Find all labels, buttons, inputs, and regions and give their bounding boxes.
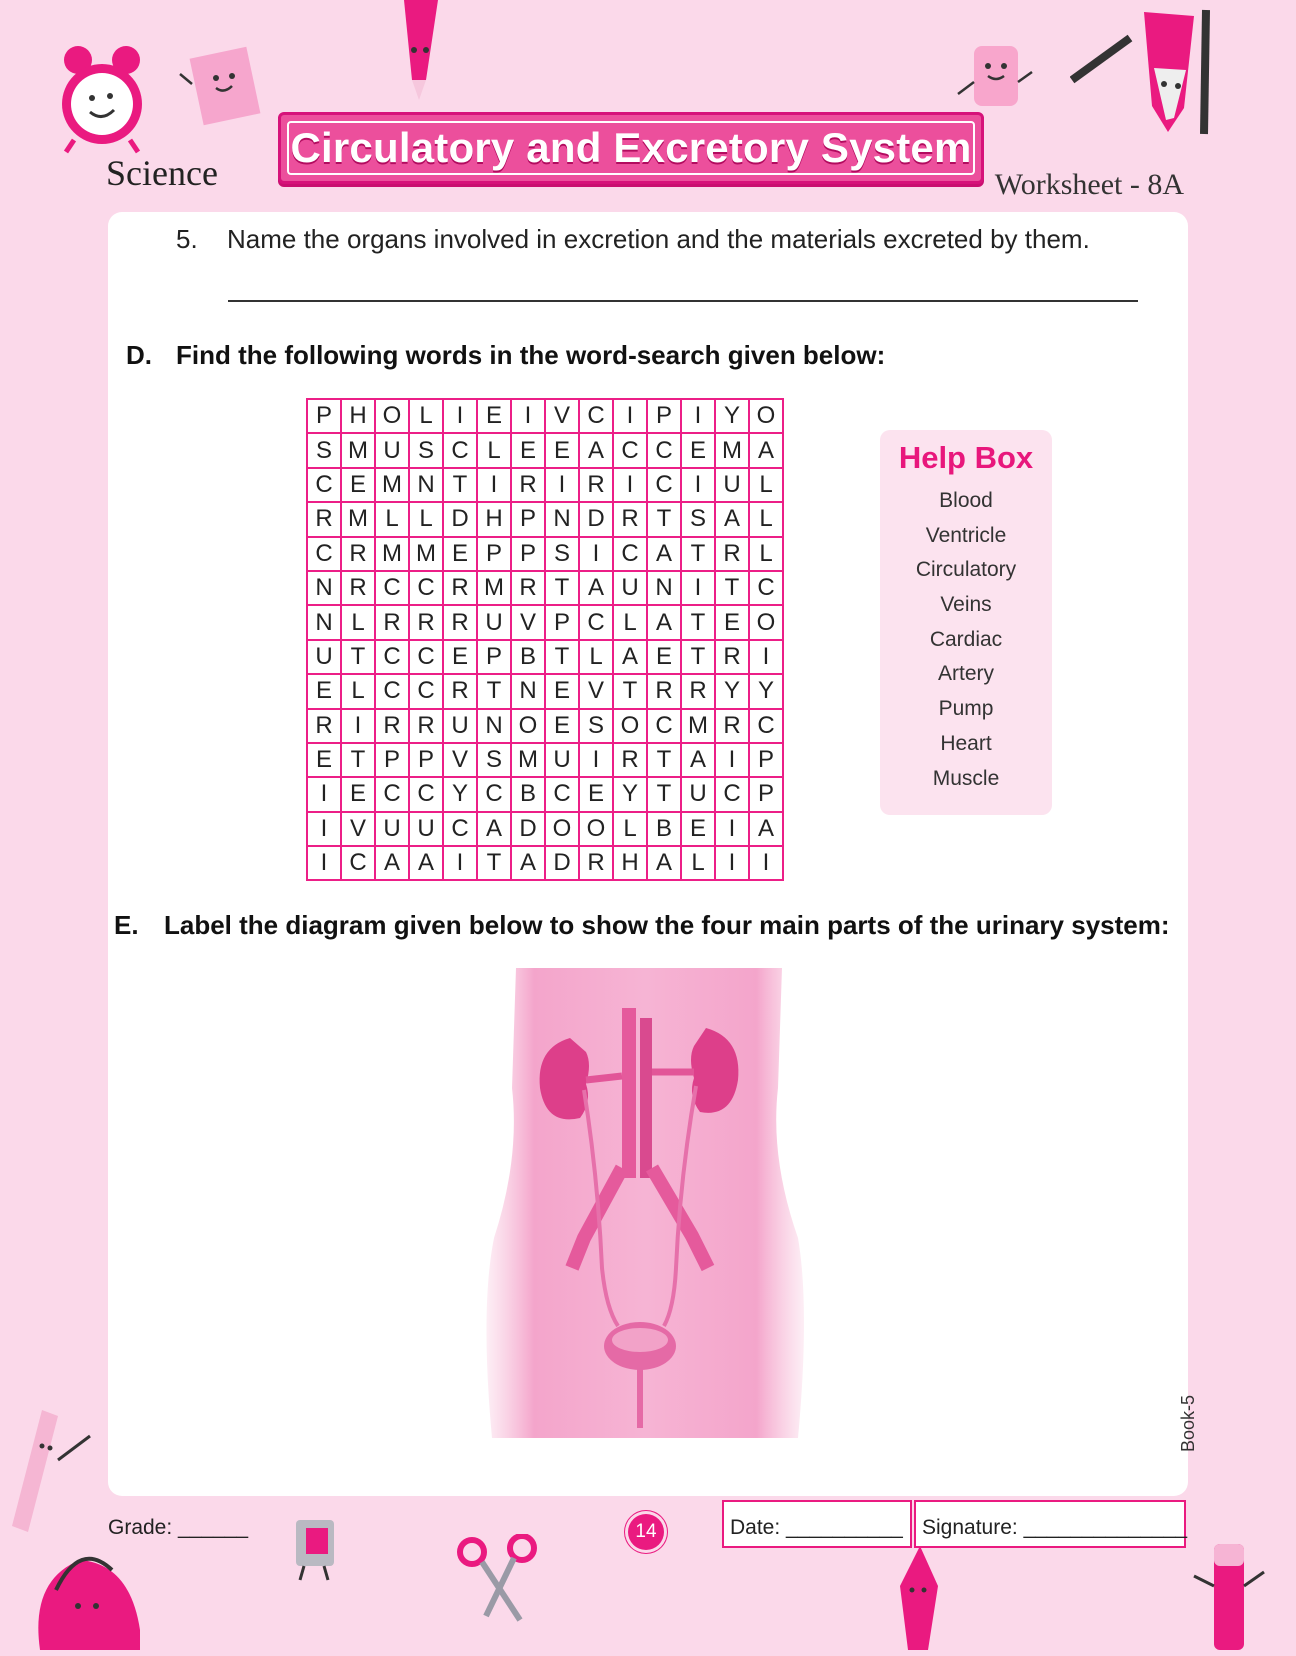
grid-cell[interactable]: B	[511, 777, 545, 811]
section-instruction: Label the diagram given below to show the four main parts of the urinary system:	[164, 910, 1170, 940]
grid-row	[307, 640, 783, 674]
grid-cell[interactable]: R	[613, 743, 647, 777]
grid-cell[interactable]: N	[307, 605, 341, 639]
grid-cell[interactable]: L	[749, 468, 783, 502]
grid-cell[interactable]: L	[375, 502, 409, 536]
grid-cell[interactable]: E	[307, 743, 341, 777]
grid-row	[307, 709, 783, 743]
grid-cell[interactable]: N	[511, 674, 545, 708]
grid-cell[interactable]: S	[409, 433, 443, 467]
grid-cell[interactable]: M	[715, 433, 749, 467]
grid-cell[interactable]: U	[613, 571, 647, 605]
grid-cell[interactable]: L	[749, 537, 783, 571]
signature-field[interactable]	[914, 1500, 1186, 1548]
grid-cell[interactable]: R	[341, 571, 375, 605]
help-word: Muscle	[932, 766, 1000, 790]
sharpener-character-icon	[284, 1514, 346, 1584]
grid-cell[interactable]: A	[647, 537, 681, 571]
grid-cell[interactable]: P	[647, 399, 681, 433]
notepad-character-icon	[178, 44, 268, 128]
subject-label: Science	[106, 153, 218, 193]
eraser-character-icon	[950, 42, 1040, 120]
grid-cell[interactable]: R	[511, 571, 545, 605]
grid-cell[interactable]: C	[545, 777, 579, 811]
grid-cell[interactable]: H	[477, 502, 511, 536]
signature-label: Signature: ______________	[922, 1516, 1188, 1539]
grid-cell[interactable]: C	[443, 433, 477, 467]
grid-cell[interactable]: C	[409, 571, 443, 605]
grid-cell[interactable]: N	[477, 709, 511, 743]
book-label: Book-5	[1178, 1394, 1198, 1452]
grid-cell[interactable]: I	[681, 571, 715, 605]
grid-row	[307, 502, 783, 536]
grid-cell[interactable]: P	[749, 777, 783, 811]
grid-cell[interactable]: I	[681, 468, 715, 502]
grid-cell[interactable]: R	[511, 468, 545, 502]
grid-cell[interactable]: H	[341, 399, 375, 433]
grid-cell[interactable]: I	[613, 399, 647, 433]
grid-cell[interactable]: N	[647, 571, 681, 605]
grid-cell[interactable]: E	[341, 777, 375, 811]
grid-cell[interactable]: D	[511, 812, 545, 846]
grid-cell[interactable]: R	[443, 605, 477, 639]
grid-cell[interactable]: N	[409, 468, 443, 502]
grid-cell[interactable]: C	[647, 709, 681, 743]
grid-row	[307, 537, 783, 571]
word-search-grid[interactable]	[306, 398, 784, 881]
alarm-clock-icon	[54, 44, 150, 154]
grid-cell[interactable]: A	[613, 640, 647, 674]
grid-cell[interactable]: N	[307, 571, 341, 605]
grid-cell[interactable]: I	[749, 640, 783, 674]
grid-cell[interactable]: Y	[749, 674, 783, 708]
grid-cell[interactable]: L	[749, 502, 783, 536]
answer-line[interactable]	[228, 300, 1138, 302]
grid-cell[interactable]: C	[375, 674, 409, 708]
grid-cell[interactable]: R	[715, 537, 749, 571]
help-box-word-list	[880, 484, 1052, 796]
grid-row	[307, 399, 783, 433]
grid-cell[interactable]: P	[545, 605, 579, 639]
section-label: D.	[126, 340, 152, 370]
grid-cell[interactable]: E	[511, 433, 545, 467]
grid-cell[interactable]: S	[579, 709, 613, 743]
grid-cell[interactable]: P	[409, 743, 443, 777]
scissors-icon	[456, 1534, 542, 1624]
help-box	[880, 430, 1052, 815]
grid-cell[interactable]: R	[613, 502, 647, 536]
help-word: Ventricle	[925, 523, 1007, 547]
grid-cell[interactable]: I	[341, 709, 375, 743]
grid-cell[interactable]: R	[443, 571, 477, 605]
section-instruction: Find the following words in the word-search given below:	[176, 340, 886, 370]
title-banner	[278, 112, 984, 184]
grid-cell[interactable]: Y	[443, 777, 477, 811]
grid-cell[interactable]: I	[545, 468, 579, 502]
grid-cell[interactable]: P	[307, 399, 341, 433]
grid-cell[interactable]: C	[307, 537, 341, 571]
question-text: Name the organs involved in excretion and the materials excreted by them.	[227, 224, 1090, 254]
grid-cell[interactable]: U	[409, 812, 443, 846]
grid-cell[interactable]: C	[647, 433, 681, 467]
grid-cell[interactable]: S	[545, 537, 579, 571]
grid-cell[interactable]: Y	[613, 777, 647, 811]
grid-cell[interactable]: A	[681, 743, 715, 777]
grid-cell[interactable]: D	[579, 502, 613, 536]
grid-cell[interactable]: C	[579, 605, 613, 639]
grid-cell[interactable]: T	[443, 468, 477, 502]
grid-cell[interactable]: E	[545, 709, 579, 743]
grid-cell[interactable]: T	[341, 640, 375, 674]
pencil-sharpener-character-icon	[1070, 8, 1220, 138]
grid-row	[307, 433, 783, 467]
grid-cell[interactable]: T	[613, 674, 647, 708]
grid-cell[interactable]: P	[477, 640, 511, 674]
grid-cell[interactable]: C	[307, 468, 341, 502]
grid-cell[interactable]: B	[647, 812, 681, 846]
page-number-badge: 14	[628, 1514, 664, 1550]
grid-cell[interactable]: A	[579, 433, 613, 467]
grid-cell[interactable]: Y	[715, 674, 749, 708]
grid-cell[interactable]: I	[307, 846, 341, 880]
grid-cell[interactable]: T	[715, 571, 749, 605]
grid-cell[interactable]: C	[749, 709, 783, 743]
grid-cell[interactable]: E	[443, 537, 477, 571]
grid-cell[interactable]: U	[545, 743, 579, 777]
grid-cell[interactable]: E	[477, 399, 511, 433]
grid-cell[interactable]: T	[545, 571, 579, 605]
grid-cell[interactable]: O	[375, 399, 409, 433]
grid-cell[interactable]: U	[681, 777, 715, 811]
grid-cell[interactable]: I	[749, 846, 783, 880]
grid-cell[interactable]: M	[681, 709, 715, 743]
grid-cell[interactable]: M	[511, 743, 545, 777]
grid-cell[interactable]: V	[545, 399, 579, 433]
grid-cell[interactable]: V	[341, 812, 375, 846]
grid-cell[interactable]: U	[375, 433, 409, 467]
grid-cell[interactable]: E	[579, 777, 613, 811]
grid-cell[interactable]: R	[409, 605, 443, 639]
grade-field[interactable]: Grade: ______	[108, 1516, 249, 1539]
grid-cell[interactable]: M	[375, 468, 409, 502]
grid-cell[interactable]: C	[375, 640, 409, 674]
grid-cell[interactable]: I	[477, 468, 511, 502]
grid-cell[interactable]: H	[613, 846, 647, 880]
grid-cell[interactable]: R	[307, 502, 341, 536]
grid-cell[interactable]: C	[409, 640, 443, 674]
help-word: Blood	[939, 489, 993, 512]
grid-cell[interactable]: E	[715, 605, 749, 639]
pencil-character-icon	[384, 0, 454, 110]
grid-cell[interactable]: T	[647, 777, 681, 811]
grid-cell[interactable]: R	[375, 709, 409, 743]
grid-cell[interactable]: I	[681, 399, 715, 433]
grid-cell[interactable]: E	[681, 433, 715, 467]
question-number: 5.	[176, 224, 198, 254]
help-word: Cardiac	[929, 627, 1003, 651]
grid-cell[interactable]: U	[477, 605, 511, 639]
grid-cell[interactable]: R	[307, 709, 341, 743]
section-e-heading	[114, 910, 1170, 941]
grid-row	[307, 846, 783, 880]
grid-cell[interactable]: C	[715, 777, 749, 811]
grid-row	[307, 468, 783, 502]
glue-stick-character-icon	[1190, 1540, 1270, 1654]
grid-cell[interactable]: L	[477, 433, 511, 467]
date-label: Date: __________	[730, 1516, 903, 1539]
grid-cell[interactable]: C	[647, 468, 681, 502]
grid-cell[interactable]: T	[477, 674, 511, 708]
grid-cell[interactable]: M	[477, 571, 511, 605]
grid-cell[interactable]: O	[749, 605, 783, 639]
grid-cell[interactable]: L	[579, 640, 613, 674]
grid-cell[interactable]: R	[579, 846, 613, 880]
worksheet-label: Worksheet - 8A	[994, 168, 1184, 201]
grid-cell[interactable]: V	[443, 743, 477, 777]
grid-cell[interactable]: I	[715, 743, 749, 777]
grid-cell[interactable]: I	[715, 812, 749, 846]
grid-cell[interactable]: B	[511, 640, 545, 674]
grid-cell[interactable]: S	[477, 743, 511, 777]
page-title: Circulatory and Excretory System	[290, 124, 972, 171]
grid-cell[interactable]: T	[341, 743, 375, 777]
grid-cell[interactable]: A	[647, 846, 681, 880]
help-box-title: Help Box	[898, 440, 1034, 475]
grid-cell[interactable]: M	[375, 537, 409, 571]
grid-cell[interactable]: T	[681, 537, 715, 571]
grid-row	[307, 743, 783, 777]
question-5	[176, 224, 1090, 255]
grid-cell[interactable]: O	[579, 812, 613, 846]
grid-cell[interactable]: D	[443, 502, 477, 536]
help-word: Heart	[940, 731, 992, 755]
grid-cell[interactable]: C	[341, 846, 375, 880]
grid-cell[interactable]: P	[375, 743, 409, 777]
grid-cell[interactable]: T	[681, 605, 715, 639]
crayon-character-icon	[884, 1546, 954, 1652]
grid-cell[interactable]: C	[579, 399, 613, 433]
section-d-heading	[126, 340, 885, 371]
grid-cell[interactable]: P	[749, 743, 783, 777]
grid-cell[interactable]: I	[579, 743, 613, 777]
grid-row	[307, 812, 783, 846]
grid-cell[interactable]: O	[749, 399, 783, 433]
help-word: Circulatory	[915, 558, 1017, 582]
grid-cell[interactable]: I	[307, 777, 341, 811]
ruler-character-icon	[8, 1406, 98, 1536]
grid-cell[interactable]: C	[613, 433, 647, 467]
grid-cell[interactable]: I	[511, 399, 545, 433]
grid-cell[interactable]: P	[511, 537, 545, 571]
grid-cell[interactable]: S	[307, 433, 341, 467]
grid-cell[interactable]: O	[545, 812, 579, 846]
grid-cell[interactable]: R	[647, 674, 681, 708]
grid-cell[interactable]: E	[341, 468, 375, 502]
grid-cell[interactable]: L	[341, 605, 375, 639]
grid-cell[interactable]: U	[307, 640, 341, 674]
grid-cell[interactable]: I	[443, 399, 477, 433]
grid-cell[interactable]: C	[749, 571, 783, 605]
grid-cell[interactable]: U	[715, 468, 749, 502]
grid-cell[interactable]: R	[681, 674, 715, 708]
grid-row	[307, 777, 783, 811]
grid-cell[interactable]: P	[477, 537, 511, 571]
grid-cell[interactable]: T	[545, 640, 579, 674]
grid-cell[interactable]: L	[613, 812, 647, 846]
grid-cell[interactable]: A	[647, 605, 681, 639]
grid-cell[interactable]: M	[341, 433, 375, 467]
grid-cell[interactable]: L	[681, 846, 715, 880]
grid-cell[interactable]: E	[681, 812, 715, 846]
grid-row	[307, 605, 783, 639]
grid-cell[interactable]: R	[409, 709, 443, 743]
grid-cell[interactable]: R	[715, 709, 749, 743]
grid-cell[interactable]: L	[409, 502, 443, 536]
grid-cell[interactable]: U	[443, 709, 477, 743]
grid-cell[interactable]: C	[477, 777, 511, 811]
grid-cell[interactable]: L	[613, 605, 647, 639]
grid-cell[interactable]: C	[375, 571, 409, 605]
grid-cell[interactable]: E	[545, 674, 579, 708]
help-word: Pump	[938, 697, 994, 721]
date-field[interactable]	[722, 1500, 912, 1548]
grid-cell[interactable]: U	[375, 812, 409, 846]
grid-cell[interactable]: V	[579, 674, 613, 708]
grid-cell[interactable]: A	[749, 433, 783, 467]
grid-cell[interactable]: Y	[715, 399, 749, 433]
grid-row	[307, 571, 783, 605]
grid-cell[interactable]: T	[647, 502, 681, 536]
grid-cell[interactable]: L	[409, 399, 443, 433]
grid-cell[interactable]: D	[545, 846, 579, 880]
grid-cell[interactable]: A	[715, 502, 749, 536]
grid-cell[interactable]: T	[681, 640, 715, 674]
grid-cell[interactable]: A	[511, 846, 545, 880]
grid-cell[interactable]: E	[647, 640, 681, 674]
grid-cell[interactable]: A	[579, 571, 613, 605]
grid-cell[interactable]: I	[715, 846, 749, 880]
grid-cell[interactable]: P	[511, 502, 545, 536]
grid-cell[interactable]: I	[443, 846, 477, 880]
grid-cell[interactable]: V	[511, 605, 545, 639]
help-word: Artery	[937, 662, 994, 686]
grid-cell[interactable]: M	[409, 537, 443, 571]
grid-cell[interactable]: O	[511, 709, 545, 743]
grid-cell[interactable]: R	[443, 674, 477, 708]
grid-cell[interactable]: I	[613, 468, 647, 502]
grid-cell[interactable]: E	[545, 433, 579, 467]
grid-cell[interactable]: A	[409, 846, 443, 880]
grid-cell[interactable]: L	[341, 674, 375, 708]
grid-row	[307, 674, 783, 708]
grid-cell[interactable]: R	[579, 468, 613, 502]
grid-cell[interactable]: C	[409, 674, 443, 708]
grid-cell[interactable]: T	[477, 846, 511, 880]
help-word: Veins	[940, 593, 992, 617]
urinary-system-diagram	[480, 968, 810, 1438]
grid-cell[interactable]: A	[375, 846, 409, 880]
grid-cell[interactable]: A	[749, 812, 783, 846]
grid-cell[interactable]: I	[579, 537, 613, 571]
grid-cell[interactable]: S	[681, 502, 715, 536]
grid-cell[interactable]: I	[307, 812, 341, 846]
grid-cell[interactable]: A	[477, 812, 511, 846]
grid-cell[interactable]: R	[375, 605, 409, 639]
grid-cell[interactable]: O	[613, 709, 647, 743]
grid-cell[interactable]: C	[375, 777, 409, 811]
grid-cell[interactable]: R	[341, 537, 375, 571]
grid-cell[interactable]: E	[307, 674, 341, 708]
grid-cell[interactable]: T	[647, 743, 681, 777]
grid-cell[interactable]: R	[715, 640, 749, 674]
grid-cell[interactable]: C	[409, 777, 443, 811]
grid-cell[interactable]: M	[341, 502, 375, 536]
grid-cell[interactable]: C	[613, 537, 647, 571]
grid-cell[interactable]: N	[545, 502, 579, 536]
grid-cell[interactable]: C	[443, 812, 477, 846]
section-label: E.	[114, 910, 139, 940]
grid-cell[interactable]: E	[443, 640, 477, 674]
